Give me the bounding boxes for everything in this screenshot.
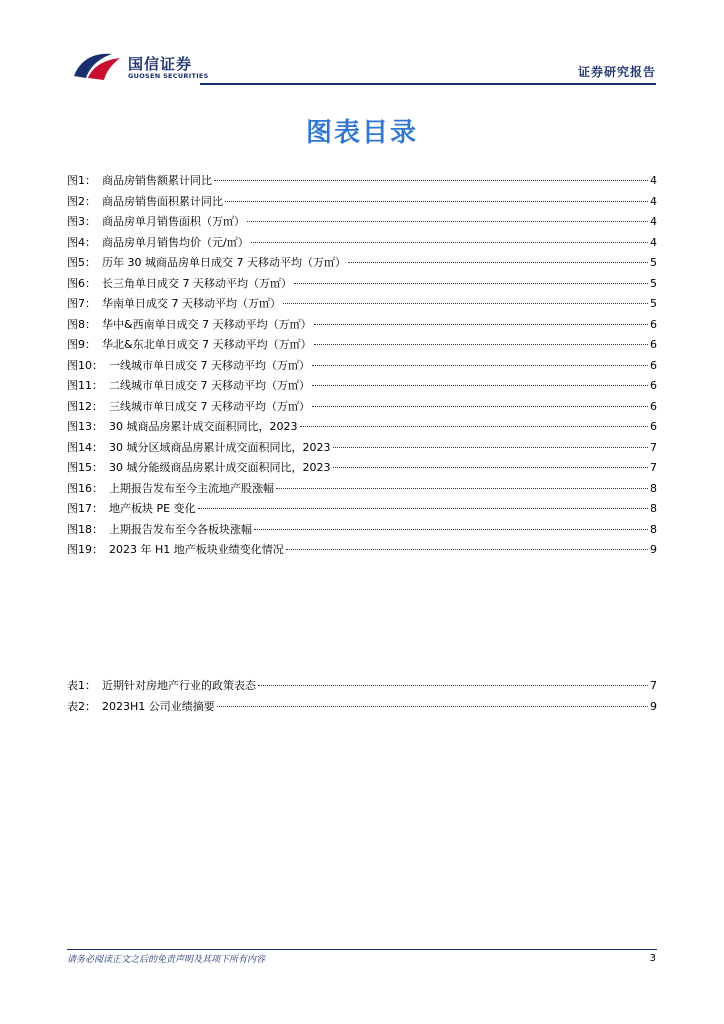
entry-label: 图13：	[67, 420, 103, 433]
entry-page: 8	[650, 481, 657, 495]
figure-entry[interactable]	[67, 192, 657, 213]
company-name-en: GUOSEN SECURITIES	[128, 72, 209, 80]
entry-page: 7	[650, 461, 657, 474]
entry-page: 7	[650, 679, 657, 692]
dot-leader	[312, 384, 648, 386]
dot-leader	[312, 364, 648, 366]
figure-entry[interactable]	[67, 171, 657, 192]
header-divider	[200, 83, 656, 85]
dot-leader	[247, 220, 648, 222]
company-name-cn: 国信证券	[128, 55, 193, 73]
entry-label: 图18：	[67, 522, 103, 536]
figure-index	[67, 171, 657, 561]
entry-title: 一线城市单日成交 7 天移动平均（万㎡）	[109, 358, 310, 372]
figure-entry[interactable]	[67, 315, 657, 336]
entry-label: 图1：	[67, 174, 96, 187]
dot-leader	[294, 282, 648, 284]
guosen-logo-icon	[72, 50, 124, 82]
figure-entry[interactable]	[67, 274, 657, 295]
dot-leader	[214, 179, 648, 181]
table-entry[interactable]	[67, 697, 657, 718]
entry-title: 华中&西南单日成交 7 天移动平均（万㎡）	[102, 317, 312, 331]
entry-page: 7	[650, 440, 657, 454]
entry-label: 图8：	[67, 317, 96, 331]
entry-page: 6	[650, 317, 657, 331]
dot-leader	[198, 507, 648, 509]
entry-page: 6	[650, 338, 657, 351]
entry-title: 华南单日成交 7 天移动平均（万㎡）	[102, 297, 281, 310]
figure-entry[interactable]	[67, 458, 657, 479]
entry-label: 图17：	[67, 502, 103, 515]
page-number: 3	[649, 953, 656, 964]
entry-title: 30 城分区域商品房累计成交面积同比，2023	[109, 440, 331, 454]
entry-label: 图6：	[67, 276, 96, 290]
entry-title: 商品房销售额累计同比	[102, 174, 212, 187]
figure-entry[interactable]	[67, 233, 657, 254]
entry-page: 6	[650, 420, 657, 433]
footer-divider	[67, 949, 657, 950]
entry-label: 图15：	[67, 461, 103, 474]
entry-page: 6	[650, 399, 657, 413]
entry-title: 30 城分能级商品房累计成交面积同比，2023	[109, 461, 331, 474]
entry-page: 8	[650, 502, 657, 515]
entry-title: 商品房销售面积累计同比	[102, 194, 223, 208]
entry-label: 图5：	[67, 256, 96, 269]
entry-page: 4	[650, 215, 657, 228]
entry-page: 9	[650, 543, 657, 556]
figure-entry[interactable]	[67, 397, 657, 418]
entry-label: 表2：	[67, 699, 96, 713]
dot-leader	[314, 323, 648, 325]
entry-label: 图10：	[67, 358, 103, 372]
entry-label: 图19：	[67, 543, 103, 556]
entry-label: 图12：	[67, 399, 103, 413]
figure-entry[interactable]	[67, 417, 657, 438]
report-type: 证券研究报告	[577, 65, 656, 79]
entry-label: 图7：	[67, 297, 96, 310]
table-index	[67, 676, 657, 717]
dot-leader	[333, 466, 649, 468]
figure-entry[interactable]	[67, 356, 657, 377]
entry-title: 2023H1 公司业绩摘要	[102, 699, 215, 713]
dot-leader	[300, 425, 649, 427]
entry-label: 图14：	[67, 440, 103, 454]
dot-leader	[217, 705, 648, 707]
dot-leader	[314, 343, 648, 345]
figure-entry[interactable]	[67, 540, 657, 561]
dot-leader	[283, 302, 648, 304]
figure-entry[interactable]	[67, 335, 657, 356]
entry-title: 地产板块 PE 变化	[109, 502, 196, 515]
table-entry[interactable]	[67, 676, 657, 697]
entry-label: 图16：	[67, 481, 103, 495]
entry-title: 华北&东北单日成交 7 天移动平均（万㎡）	[102, 338, 312, 351]
entry-page: 4	[650, 235, 657, 249]
figure-entry[interactable]	[67, 212, 657, 233]
entry-page: 5	[650, 297, 657, 310]
entry-title: 近期针对房地产行业的政策表态	[102, 679, 256, 692]
entry-title: 2023 年 H1 地产板块业绩变化情况	[109, 543, 284, 556]
dot-leader	[276, 487, 648, 489]
dot-leader	[225, 200, 648, 202]
page-title: 图表目录	[305, 118, 418, 148]
figure-entry[interactable]	[67, 479, 657, 500]
disclaimer-note: 请务必阅读正文之后的免责声明及其项下所有内容	[67, 955, 266, 965]
entry-title: 上期报告发布至今主流地产股涨幅	[109, 481, 274, 495]
entry-label: 图11：	[67, 379, 103, 392]
entry-page: 4	[650, 174, 657, 187]
entry-title: 上期报告发布至今各板块涨幅	[109, 522, 252, 536]
entry-page: 6	[650, 358, 657, 372]
entry-page: 5	[650, 256, 657, 269]
dot-leader	[333, 446, 649, 448]
entry-page: 8	[650, 522, 657, 536]
entry-title: 历年 30 城商品房单日成交 7 天移动平均（万㎡）	[102, 256, 346, 269]
entry-label: 图4：	[67, 235, 96, 249]
entry-title: 商品房单月销售均价（元/㎡）	[102, 235, 249, 249]
figure-entry[interactable]	[67, 520, 657, 541]
dot-leader	[348, 261, 648, 263]
figure-entry[interactable]	[67, 499, 657, 520]
entry-page: 6	[650, 379, 657, 392]
entry-title: 商品房单月销售面积（万㎡）	[102, 215, 245, 228]
entry-label: 表1：	[67, 679, 96, 692]
figure-entry[interactable]	[67, 438, 657, 459]
entry-page: 9	[650, 699, 657, 713]
dot-leader	[258, 684, 648, 686]
dot-leader	[254, 528, 648, 530]
entry-title: 30 城商品房累计成交面积同比，2023	[109, 420, 298, 433]
entry-title: 长三角单日成交 7 天移动平均（万㎡）	[102, 276, 292, 290]
page-header	[0, 0, 724, 90]
entry-label: 图2：	[67, 194, 96, 208]
figure-entry[interactable]	[67, 253, 657, 274]
entry-page: 5	[650, 276, 657, 290]
entry-title: 二线城市单日成交 7 天移动平均（万㎡）	[109, 379, 310, 392]
entry-page: 4	[650, 194, 657, 208]
figure-entry[interactable]	[67, 294, 657, 315]
entry-label: 图9：	[67, 338, 96, 351]
entry-label: 图3：	[67, 215, 96, 228]
dot-leader	[312, 405, 648, 407]
figure-entry[interactable]	[67, 376, 657, 397]
dot-leader	[251, 241, 648, 243]
dot-leader	[286, 548, 648, 550]
entry-title: 三线城市单日成交 7 天移动平均（万㎡）	[109, 399, 310, 413]
